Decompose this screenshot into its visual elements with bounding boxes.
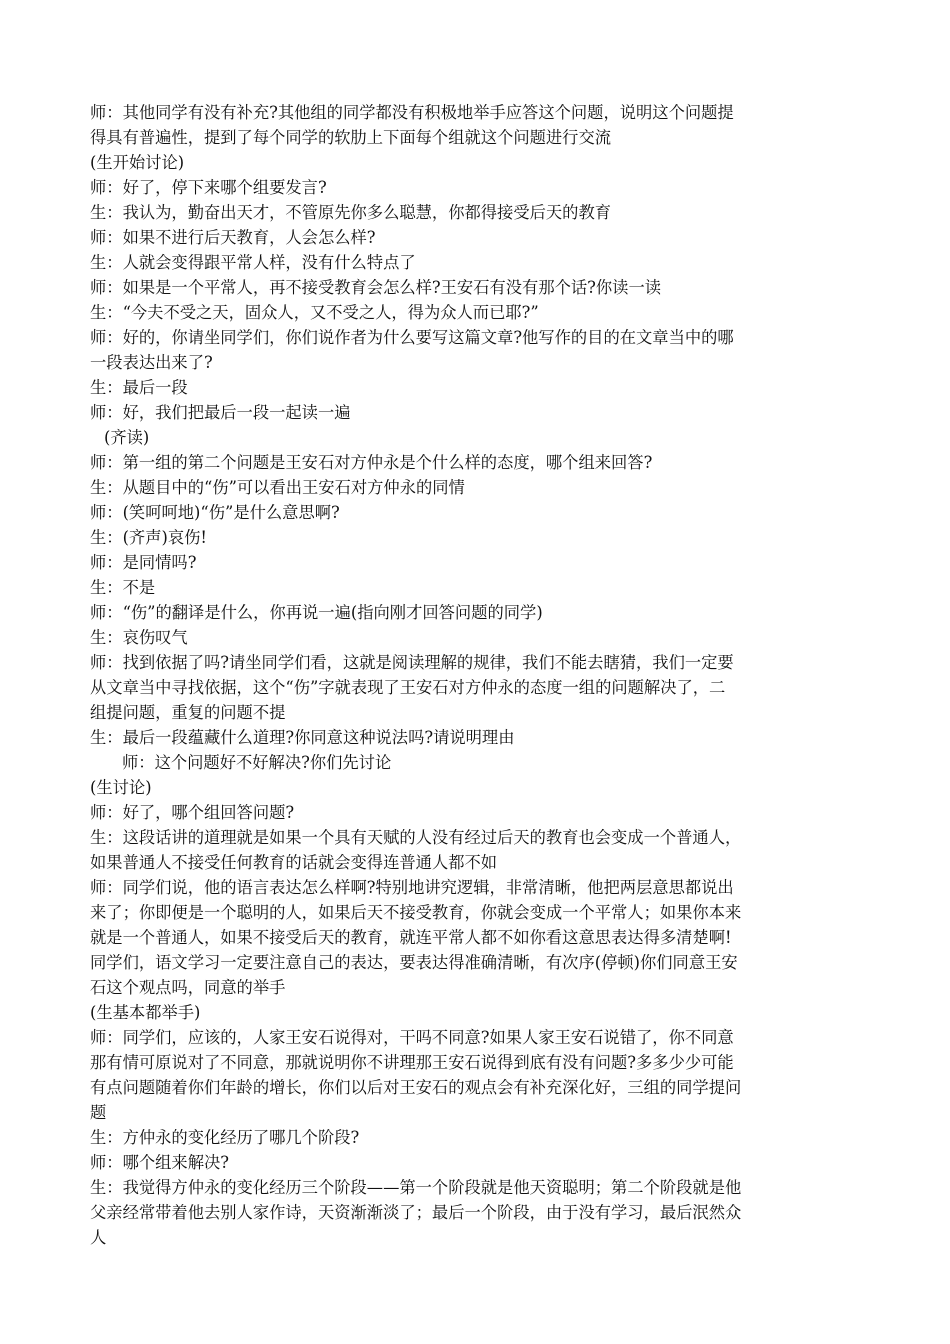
document-page <box>90 100 870 1250</box>
text-line: 师：好了，哪个组回答问题? <box>90 803 295 822</box>
text-line: 组提问题，重复的问题不提 <box>90 703 286 722</box>
text-line: 那有情可原说对了不同意，那就说明你不讲理那王安石说得到底有没有问题?多多少少可能 <box>90 1053 734 1072</box>
text-line: 生：这段话讲的道理就是如果一个具有天赋的人没有经过后天的教育也会变成一个普通人， <box>90 828 742 847</box>
text-line: 师：第一组的第二个问题是王安石对方仲永是个什么样的态度，哪个组来回答? <box>90 453 653 472</box>
text-line: 生：我认为，勤奋出天才，不管原先你多么聪慧，你都得接受后天的教育 <box>90 203 612 222</box>
text-line: (生讨论) <box>90 778 152 797</box>
text-line: 生：(齐声)哀伤! <box>90 528 207 547</box>
text-line: 师：好的，你请坐同学们，你们说作者为什么要写这篇文章?他写作的目的在文章当中的哪 <box>90 328 734 347</box>
text-line: 师：哪个组来解决? <box>90 1153 229 1172</box>
text-line: (生基本都举手) <box>90 1003 201 1022</box>
text-line: 来了；你即便是一个聪明的人，如果后天不接受教育，你就会变成一个平常人；如果你本来 <box>90 903 742 922</box>
text-line: 生：方仲永的变化经历了哪几个阶段? <box>90 1128 360 1147</box>
text-line: 师：好，我们把最后一段一起读一遍 <box>90 403 351 422</box>
text-line: 父亲经常带着他去别人家作诗，天资渐渐淡了；最后一个阶段，由于没有学习，最后泯然众 <box>90 1203 742 1222</box>
text-line: 就是一个普通人，如果不接受后天的教育，就连平常人都不如你看这意思表达得多清楚啊! <box>90 928 732 947</box>
text-line: 同学们，语文学习一定要注意自己的表达，要表达得准确清晰，有次序(停顿)你们同意王安 <box>90 953 738 972</box>
text-line: 从文章当中寻找依据，这个“伤”字就表现了王安石对方仲永的态度一组的问题解决了，二 <box>90 678 726 697</box>
text-line: 师：这个问题好不好解决?你们先讨论 <box>122 753 392 772</box>
text-line: 师：(笑呵呵地)“伤”是什么意思啊? <box>90 503 340 522</box>
text-line: 师：如果是一个平常人，再不接受教育会怎么样?王安石有没有那个话?你读一读 <box>90 278 662 297</box>
text-line: 生：我觉得方仲永的变化经历三个阶段——第一个阶段就是他天资聪明；第二个阶段就是他 <box>90 1178 742 1197</box>
text-line: 生：人就会变得跟平常人样，没有什么特点了 <box>90 253 416 272</box>
text-line: 如果普通人不接受任何教育的话就会变得连普通人都不如 <box>90 853 498 872</box>
text-line: 人 <box>90 1228 107 1247</box>
text-line: 师：如果不进行后天教育，人会怎么样? <box>90 228 376 247</box>
text-line: 有点问题随着你们年龄的增长，你们以后对王安石的观点会有补充深化好，三组的同学提问 <box>90 1078 742 1097</box>
text-line: 师：找到依据了吗?请坐同学们看，这就是阅读理解的规律，我们不能去瞎猜，我们一定要 <box>90 653 734 672</box>
text-line: 一段表达出来了? <box>90 353 213 372</box>
text-line: 师：同学们，应该的，人家王安石说得对，干吗不同意?如果人家王安石说错了，你不同意 <box>90 1028 734 1047</box>
text-line: 师：同学们说，他的语言表达怎么样啊?特别地讲究逻辑，非常清晰，他把两层意思都说出 <box>90 878 734 897</box>
text-line: 师：其他同学有没有补充?其他组的同学都没有积极地举手应答这个问题，说明这个问题提 <box>90 103 734 122</box>
text-line: 师：是同情吗? <box>90 553 197 572</box>
text-line: 师：“伤”的翻译是什么，你再说一遍(指向刚才回答问题的同学) <box>90 603 543 622</box>
text-line: 生：最后一段蕴藏什么道理?你同意这种说法吗?请说明理由 <box>90 728 515 747</box>
text-line: (齐读) <box>104 428 150 447</box>
text-line: 生：最后一段 <box>90 378 188 397</box>
text-line: 石这个观点吗，同意的举手 <box>90 978 286 997</box>
text-line: 得具有普遍性，提到了每个同学的软肋上下面每个组就这个问题进行交流 <box>90 128 612 147</box>
text-line: 生：哀伤叹气 <box>90 628 188 647</box>
text-line: 师：好了，停下来哪个组要发言? <box>90 178 327 197</box>
text-line: (生开始讨论) <box>90 153 185 172</box>
text-line: 生：“今夫不受之天，固众人，又不受之人，得为众人而已耶?” <box>90 303 539 322</box>
text-line: 题 <box>90 1103 107 1122</box>
text-line: 生：不是 <box>90 578 156 597</box>
text-line: 生：从题目中的“伤”可以看出王安石对方仲永的同情 <box>90 478 465 497</box>
